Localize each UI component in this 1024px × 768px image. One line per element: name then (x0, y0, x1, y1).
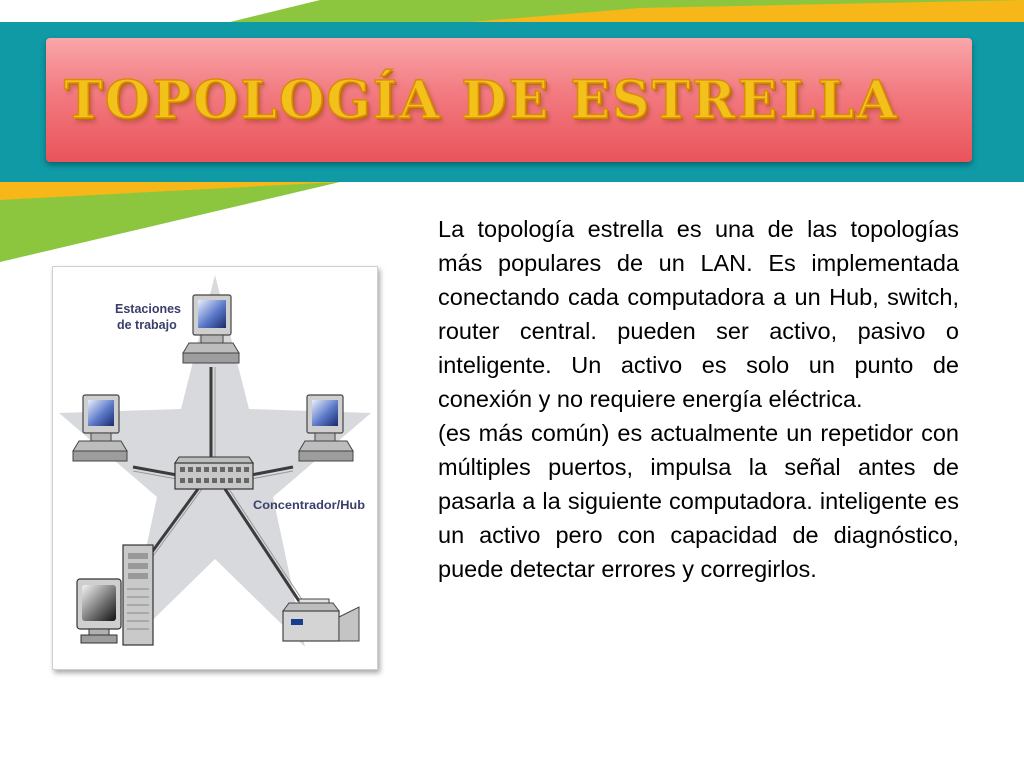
body-text (438, 212, 959, 586)
workstation-icon (183, 295, 239, 363)
diagram-canvas (53, 267, 377, 669)
printer-icon (283, 599, 359, 641)
star-topology-diagram (52, 266, 378, 670)
label-hub: Concentrador/Hub (253, 500, 365, 512)
server-tower-icon (77, 545, 153, 645)
label-workstations-line2: de trabajo (117, 318, 177, 332)
hub-icon (175, 457, 253, 489)
title-banner (46, 38, 972, 162)
body-paragraph-2: (es más común) es actualmente un repetidor con múltiples puertos, impulsa la señal antes de pasarla a la siguiente computadora. inteligente es un activo pero con capacidad de diagnóstico, puede detectar errores y corregirlos. (438, 420, 959, 582)
body-paragraph-1: La topología estrella es una de las topologías más populares de un LAN. Es implementada conectando cada computadora a un Hub, switch, router central. pueden ser activo, pasivo o inteligente. Un activo es solo un punto de conexión y no requiere energía eléctrica. (438, 216, 959, 412)
label-workstations-line1: Estaciones (115, 302, 182, 316)
slide-title: TOPOLOGÍA DE ESTRELLA (64, 69, 899, 131)
